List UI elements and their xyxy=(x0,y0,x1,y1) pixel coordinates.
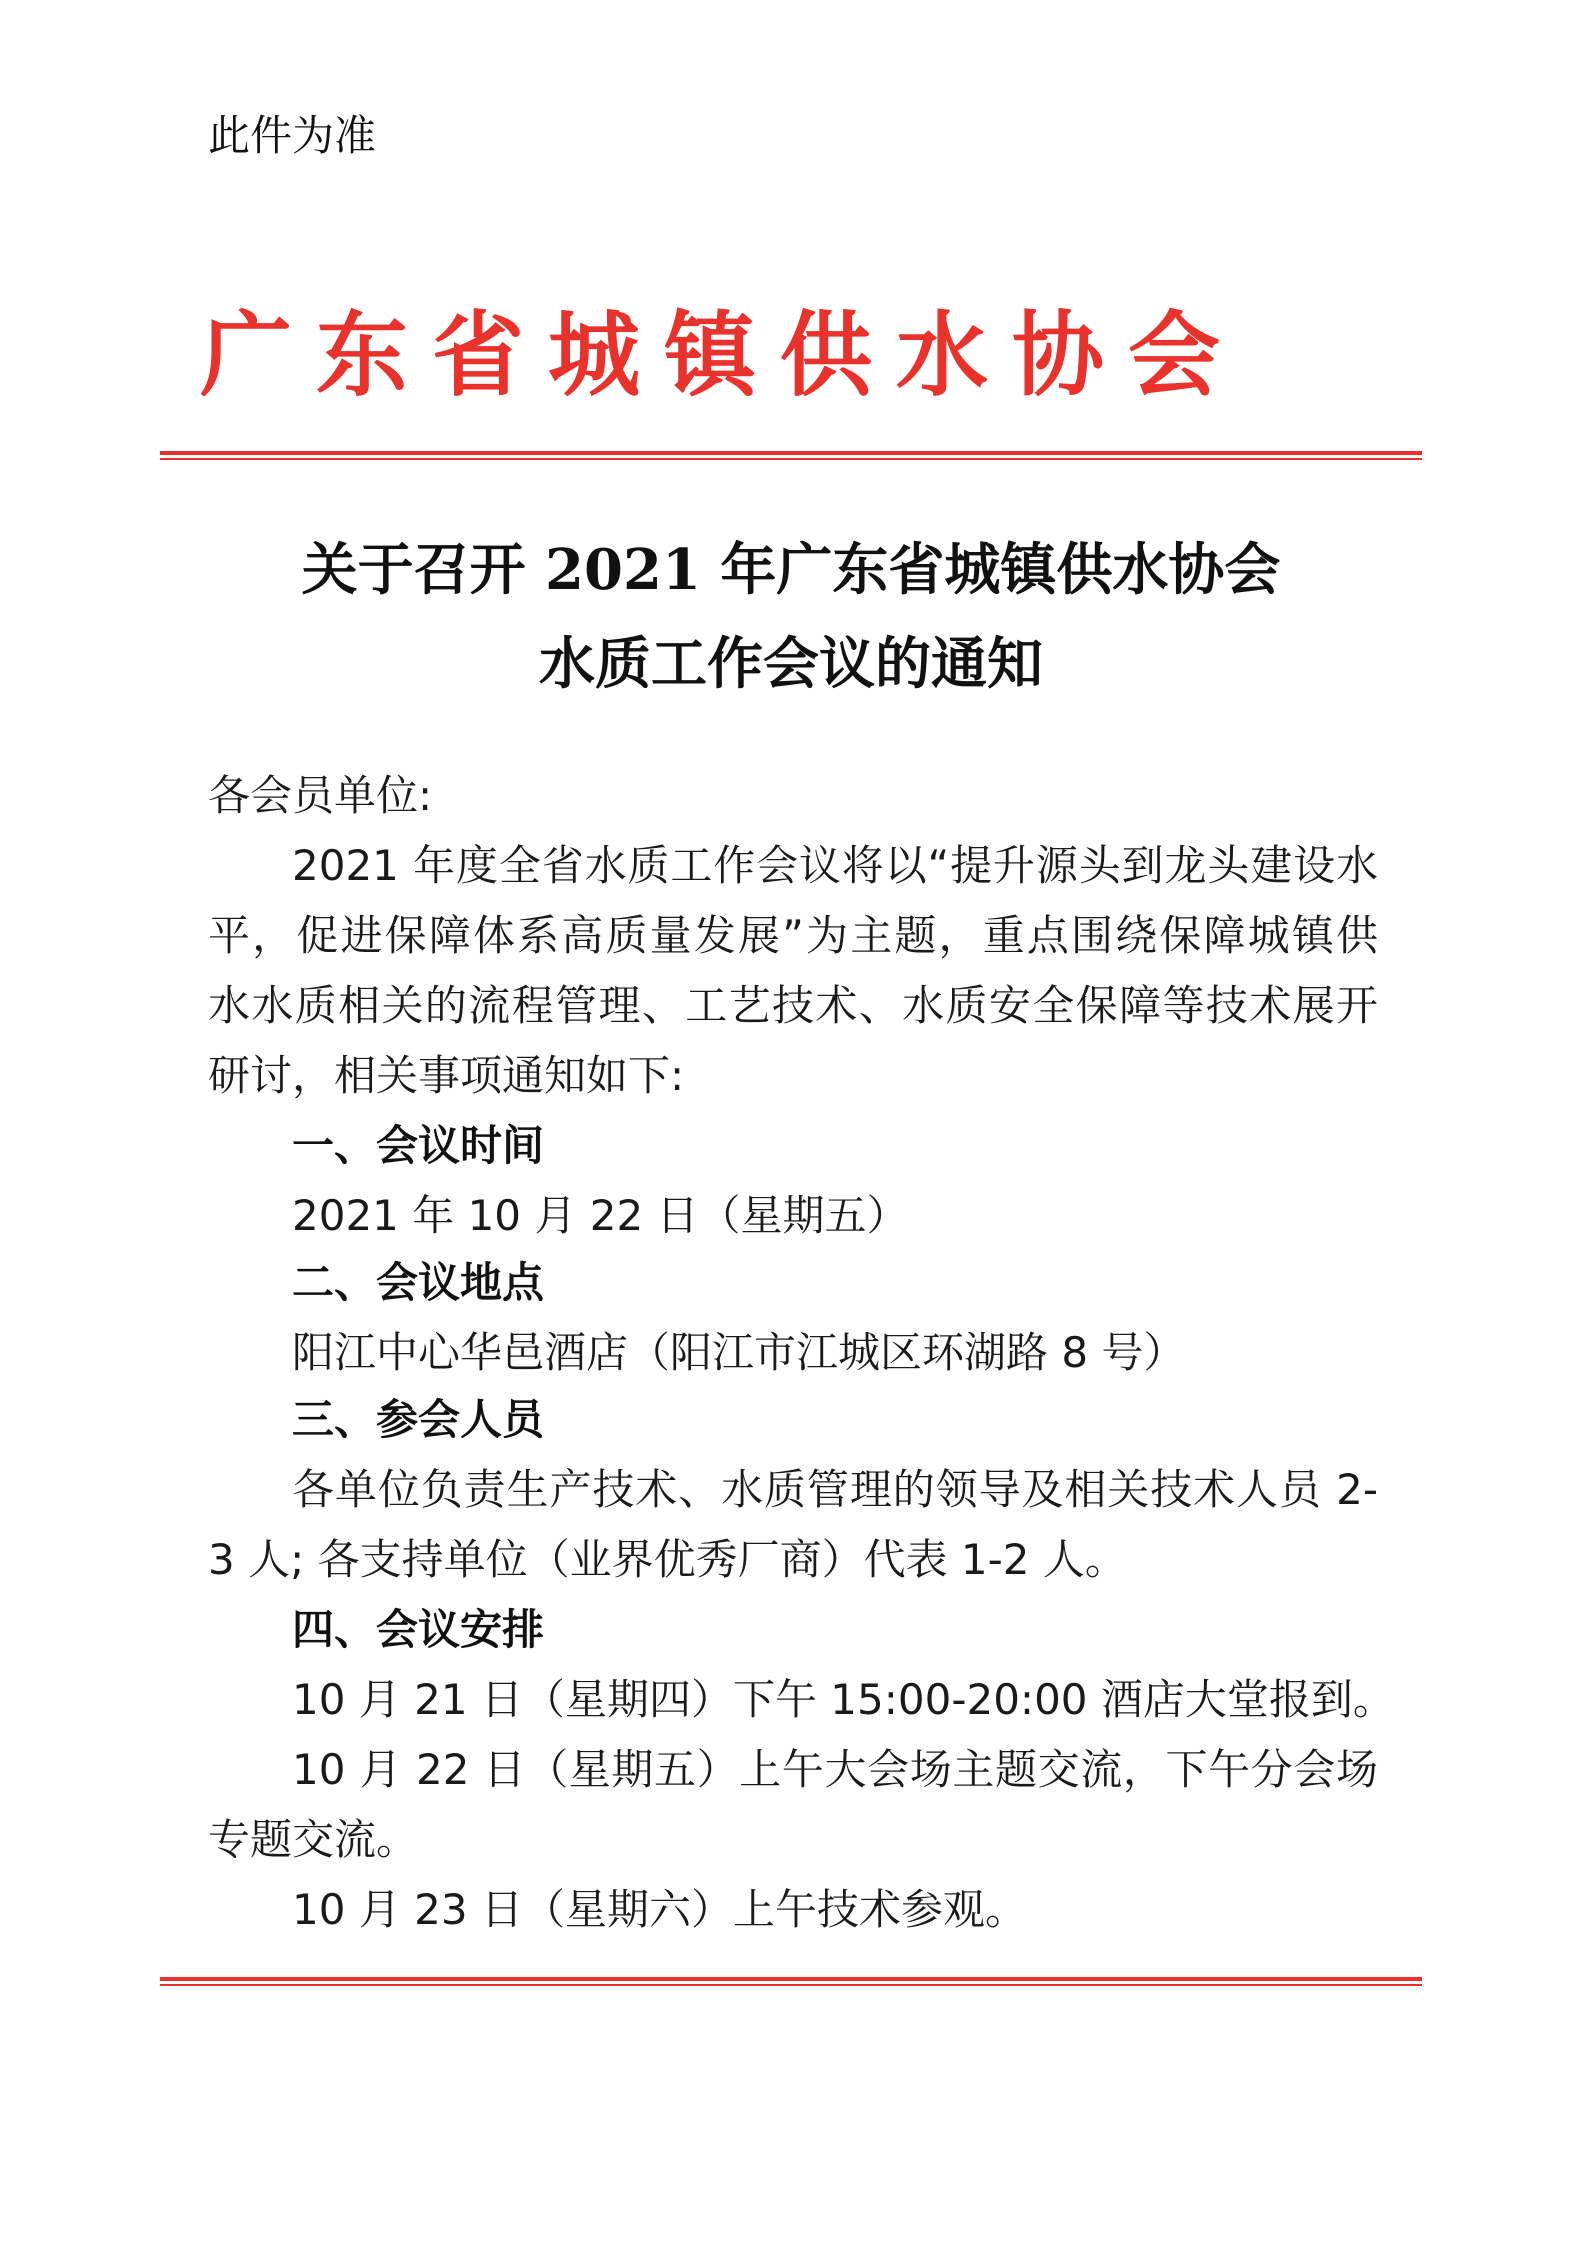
intro-line-2: 平，促进保障体系高质量发展”为主题，重点围绕保障城镇供 xyxy=(208,911,1378,960)
divider-thick-line xyxy=(160,451,1422,455)
attendees-line-1: 各单位负责生产技术、水质管理的领导及相关技术人员 2- xyxy=(292,1465,1378,1514)
meeting-venue: 阳江中心华邑酒店（阳江市江城区环湖路 8 号） xyxy=(292,1328,1186,1377)
salutation: 各会员单位: xyxy=(208,771,433,820)
divider-thin-line xyxy=(160,458,1422,460)
schedule-line-3: 专题交流。 xyxy=(208,1815,419,1864)
letterhead-divider xyxy=(160,451,1422,461)
document-title-line-2: 水质工作会议的通知 xyxy=(539,631,1043,697)
schedule-line-4: 10 月 23 日（星期六）上午技术参观。 xyxy=(292,1885,1027,1934)
section-heading-attendees: 三、参会人员 xyxy=(292,1395,545,1444)
document-title-line-1: 关于召开 2021 年广东省城镇供水协会 xyxy=(301,537,1281,603)
organization-letterhead: 广东省城镇供水协会 xyxy=(200,302,1245,409)
schedule-line-2: 10 月 22 日（星期五）上午大会场主题交流，下午分会场 xyxy=(292,1745,1378,1794)
section-heading-time: 一、会议时间 xyxy=(292,1121,545,1170)
footer-divider-thin-line xyxy=(160,1984,1422,1986)
section-heading-venue: 二、会议地点 xyxy=(292,1258,545,1307)
footer-divider-thick-line xyxy=(160,1977,1422,1981)
intro-line-3: 水水质相关的流程管理、工艺技术、水质安全保障等技术展开 xyxy=(208,981,1378,1030)
top-note: 此件为准 xyxy=(208,111,377,160)
schedule-line-1: 10 月 21 日（星期四）下午 15:00-20:00 酒店大堂报到。 xyxy=(292,1675,1395,1724)
section-heading-schedule: 四、会议安排 xyxy=(292,1605,545,1654)
attendees-line-2: 3 人; 各支持单位（业界优秀厂商）代表 1-2 人。 xyxy=(208,1535,1127,1584)
meeting-date: 2021 年 10 月 22 日（星期五） xyxy=(292,1191,909,1240)
footer-divider xyxy=(160,1977,1422,1987)
intro-line-4: 研讨，相关事项通知如下: xyxy=(208,1051,685,1100)
intro-line-1: 2021 年度全省水质工作会议将以“提升源头到龙头建设水 xyxy=(292,841,1378,890)
